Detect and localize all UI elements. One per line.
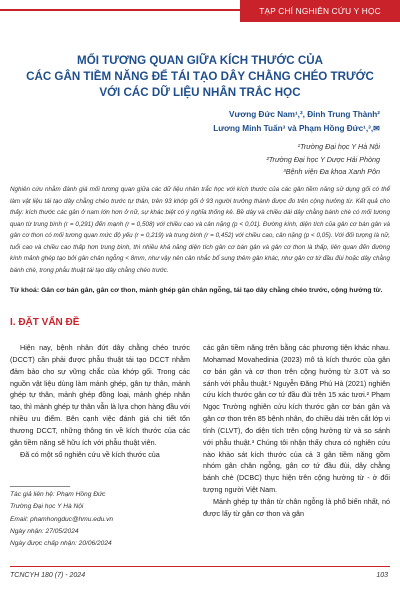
title-line: MỐI TƯƠNG QUAN GIỮA KÍCH THƯỚC CỦA bbox=[77, 54, 323, 67]
page-number: 103 bbox=[376, 572, 388, 579]
affiliation: ¹Trường Đại học Y Hà Nội bbox=[297, 142, 380, 151]
title-line: CÁC GÂN TIỀM NĂNG ĐỂ TÁI TẠO DÂY CHẰNG CHÉO TRƯỚC bbox=[26, 70, 374, 83]
author-line: Lương Minh Tuấn³ và Phạm Hồng Đức¹,³,✉ bbox=[213, 124, 380, 133]
paragraph: Mảnh ghép tự thân từ chân ngỗng là phổ biến nhất, nó được lấy từ gân cơ thon và gân bbox=[203, 496, 390, 518]
journal-tag: TẠP CHÍ NGHIÊN CỨU Y HỌC bbox=[240, 0, 400, 22]
correspondence-block bbox=[10, 489, 113, 550]
section-heading: I. ĐẶT VẤN ĐỀ bbox=[10, 317, 80, 328]
paragraph: các gân tiềm năng trên bằng các phương tiện khác nhau. Mohamad Movahedinia (2023) mô tả kích thước của gân cơ bán gân và cơ thon trên cộng hưởng từ 3.0T và so sánh với phẫu thuật.¹ Nguyễn Đăng Phú Hà (2021) nghiên cứu kích thước gân cơ tứ đầu đùi trên 15 xác tươi.² Phạm Ngọc Trường nghiên cứu kích thước gân cơ bán gân và gân cơ thon trên 85 bệnh nhân, đo chiều dài trên cắt lớp vi tính (CLVT), đo diện tích trên cộng hưởng từ và so sánh với phẫu thuật.³ Chúng tôi nhận thấy chưa có nghiên cứu nào khảo sát kích thước của cả 3 gân tiềm năng gồm nhóm gân chân ngỗng, gân cơ tứ đầu đùi, dây chằng bánh chè (DCBC) thực hiện trên cộng hưởng từ - ở đối tượng người Việt Nam. bbox=[203, 343, 390, 495]
paragraph: Đã có một số nghiên cứu về kích thước của bbox=[20, 449, 160, 459]
article-title bbox=[10, 53, 390, 101]
author-list bbox=[213, 108, 380, 136]
affiliations bbox=[266, 141, 380, 179]
affiliation: ²Trường Đại học Y Dược Hải Phòng bbox=[266, 154, 380, 164]
correspondence-line: Ngày nhận: 27/05/2024 bbox=[10, 527, 79, 535]
abstract: Nghiên cứu nhằm đánh giá mối tương quan giữa các dữ liệu nhân trắc học với kích thước của các gân tiềm năng sử dụng gối có thể làm vật liệu tái tạo dây chằng chéo trước tự thân, trên 93 khớp gối ở 93 người trưởng thành được đo trên cộng hưởng từ. Kết quả cho thấy: kích thước các gân ở nam lớn hơn ở nữ, sự khác biệt có ý nghĩa thống kê. Bề dày và chiều dài dây chằng bánh chè có mối tương quan từ trung bình (r = 0,291) đến mạnh (r = 0,508) với chiều cao và cân nặng (p < 0,01). Đường kính, diện tích của gân cơ bán gân và gân cơ thon có mối tương quan mức độ yếu (r = 0,219) và trung bình (r = 0,452) với chiều cao, cân nặng (p < 0,05). Với đối tượng là nữ, tuổi cao và chiều cao thấp hơn trung bình, thì nhiều khả năng diện tích gân cơ bán gân và gân cơ thon là thấp, liên quan đến đường kính mảnh ghép tạo bởi gân chân ngỗng < 8mm, như vậy nên cân nhắc bổ sung thêm gân khác, như gân cơ tứ đầu đùi hoặc dây chằng bánh chè, trong phẫu thuật tái tạo dây chằng chéo trước. bbox=[10, 186, 390, 274]
correspondence-line: Trường Đại học Y Hà Nội bbox=[10, 503, 84, 511]
body-column-right bbox=[203, 342, 390, 520]
author-line: Vương Đức Nam¹,², Đinh Trung Thành² bbox=[229, 110, 380, 119]
title-line: VỚI CÁC DỮ LIỆU NHÂN TRẮC HỌC bbox=[99, 86, 301, 99]
journal-issue: TCNCYH 180 (7) - 2024 bbox=[10, 572, 86, 579]
keywords: Từ khoá: Gân cơ bán gân, gân cơ thon, mảnh ghép gân chân ngỗng, tái tạo dây chằng chéo trước, cộng hưởng từ. bbox=[10, 287, 383, 294]
paragraph: Hiện nay, bệnh nhân đứt dây chằng chéo trước (DCCT) cần phải được phẫu thuật tái tạo DCCT nhằm đảm bảo cho sự vững chắc của khớp gối. Trong các nguồn vật liệu dùng làm mảnh ghép, gân tự thân, mảnh ghép tự thân, mảnh ghép đồng loại, mảnh ghép nhân tạo, thì mảnh ghép tự thân vẫn là lựa chọn hàng đầu với nhiều ưu điểm. Bên cạnh việc đánh giá chi tiết tổn thương DCCT, những thông tin về kích thước của các gân tiềm năng sẽ hữu ích với phẫu thuật viên. bbox=[10, 343, 190, 447]
footer-rule bbox=[10, 566, 390, 567]
correspondence-line: Email: phamhongduc@hmu.edu.vn bbox=[10, 515, 114, 523]
affiliation: ³Bệnh viện Đa khoa Xanh Pôn bbox=[283, 167, 380, 176]
correspondence-line: Tác giả liên hệ: Phạm Hồng Đức bbox=[10, 491, 106, 498]
footnote-divider bbox=[10, 486, 70, 487]
correspondence-line: Ngày được chấp nhận: 20/06/2024 bbox=[10, 540, 112, 548]
body-column-left bbox=[10, 342, 190, 460]
